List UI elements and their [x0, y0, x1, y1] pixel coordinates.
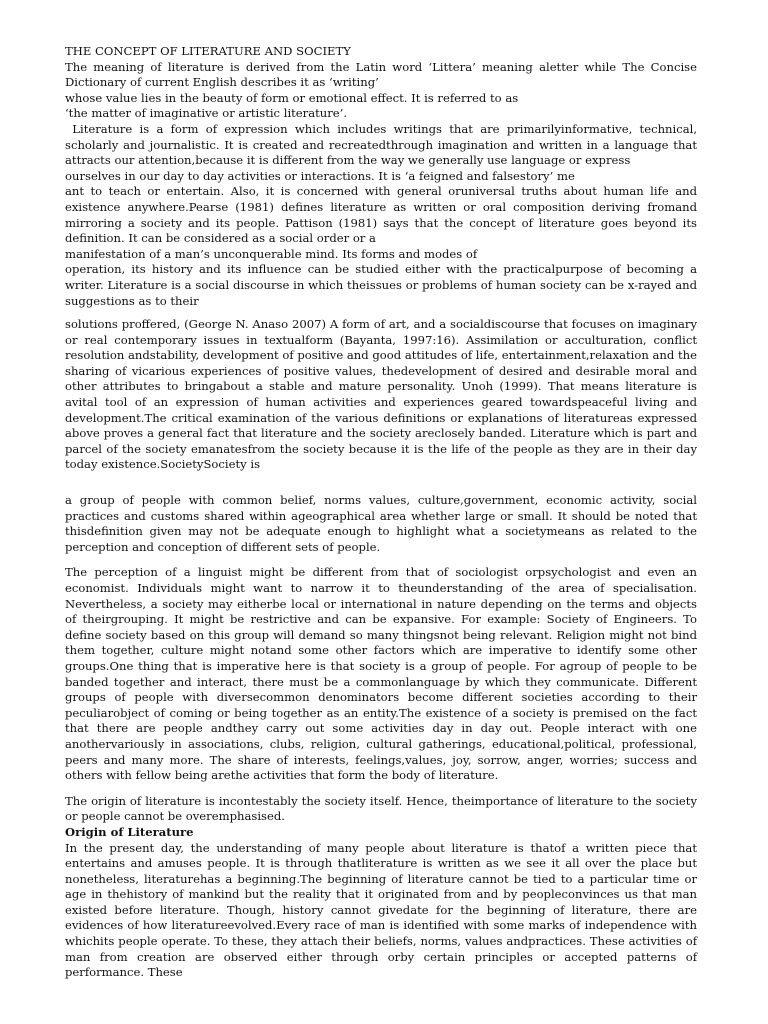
line-ourselves: ourselves in our day to day activities or interactions. It is ‘a feigned and falsestory’ me	[65, 168, 575, 183]
document-title: THE CONCEPT OF LITERATURE AND SOCIETY	[65, 44, 351, 58]
paragraph-teach: ant to teach or entertain. Also, it is concerned with general oruniversal truths about human life and existence anywhere.Pearse (1981) defines literature as written or oral composition deriving fromand mirroring a society and its people. Pattison (1981) says that the concept of literature goes beyond its definition. It can be considered as a social order or a	[65, 184, 697, 246]
line-manifestation: manifestation of a man’s unconquerable mind. Its forms and modes of	[65, 246, 478, 261]
heading-origin-of-literature: Origin of Literature	[65, 824, 194, 839]
line-value: whose value lies in the beauty of form or emotional effect. It is referred to as	[65, 90, 519, 105]
paragraph-origin-society: The origin of literature is incontestably the society itself. Hence, theimportance of literature to the society or people cannot be overemphasised.	[65, 793, 697, 824]
paragraph-expression: Literature is a form of expression which includes writings that are primarilyinformative, technical, scholarly and journalistic. It is created and recreatedthrough imagination and written in a language that attracts our attention,because it is different from the way we generally use language or express	[65, 121, 701, 168]
document-page	[65, 44, 701, 981]
paragraph-operation: operation, its history and its influence can be studied either with the practicalpurpose of becoming a writer. Literature is a social discourse in which theissues or problems of human society can be x-rayed and suggestions as to their	[65, 262, 697, 308]
paragraph-perception: The perception of a linguist might be different from that of sociologist orpsychologist and even an economist. Individuals might want to narrow it to theunderstanding of the area of specialisation. Nevertheless, a society may eitherbe local or international in nature depending on the terms and objects of theirgrouping. It might be restrictive and can be expansive. For example: Society of Engineers. To define society based on this group will demand so many thingsnot being relevant. Religion might not bind them together, culture might notand some other factors which are imperative to identify some other groups.One thing that is imperative here is that society is a group of people. For agroup of people to be banded together and interact, there must be a commonlanguage by which they communicate. Different groups of people with diversecommon denominators become different societies according to their peculiarobject of coming or being together as an entity.The existence of a society is premised on the fact that there are people andthey carry out some activities day in day out. People interact with one anothervariously in associations, clubs, religion, cultural gatherings, educational,political, professional, peers and many more. The share of interests, feelings,values, joy, sorrow, anger, worries; success and others with fellow being arethe activities that form the body of literature.	[65, 565, 697, 783]
paragraph-meaning: The meaning of literature is derived from the Latin word ‘Littera’ meaning aletter while The Concise Dictionary of current English describes it as ‘writing’	[65, 59, 697, 90]
paragraph-present-day: In the present day, the understanding of many people about literature is thatof a written piece that entertains and amuses people. It is through thatliterature is written as we see it all over the place but nonetheless, literaturehas a beginning.The beginning of literature cannot be tied to a particular time or age in thehistory of mankind but the reality that it originated from and by peopleconvinces us that man existed before literature. Though, history cannot givedate for the beginning of literature, there are evidences of how literatureevolved.Every race of man is identified with some marks of independence with whichits people operate. To these, they attach their beliefs, norms, values andpractices. These activities of man from creation are observed either through orby certain principles or accepted patterns of performance. These	[65, 840, 697, 980]
paragraph-solutions: solutions proffered, (George N. Anaso 2007) A form of art, and a socialdiscourse that focuses on imaginary or real contemporary issues in textualform (Bayanta, 1997:16). Assimilation or acculturation, conflict resolution andstability, development of positive and good attitudes of life, entertainment,relaxation and the sharing of vicarious experiences of positive values, thedevelopment of desired and desirable moral and other attributes to bringabout a stable and mature personality. Unoh (1999). That means literature is avital tool of an expression of human activities and experiences geared towardspeaceful living and development.The critical examination of the various definitions or explanations of literatureas expressed above proves a general fact that literature and the society areclosely banded. Literature which is part and parcel of the society emanatesfrom the society because it is the life of the people as they are in their day today existence.SocietySociety is	[65, 317, 697, 472]
paragraph-society-definition: a group of people with common belief, norms values, culture,government, economic activity, social practices and customs shared within ageographical area whether large or small. It should be noted that thisdefinition given may not be adequate enough to highlight what a societymeans as related to the perception and conception of different sets of people.	[65, 493, 697, 554]
line-matter: ‘the matter of imaginative or artistic literature’.	[65, 106, 348, 121]
